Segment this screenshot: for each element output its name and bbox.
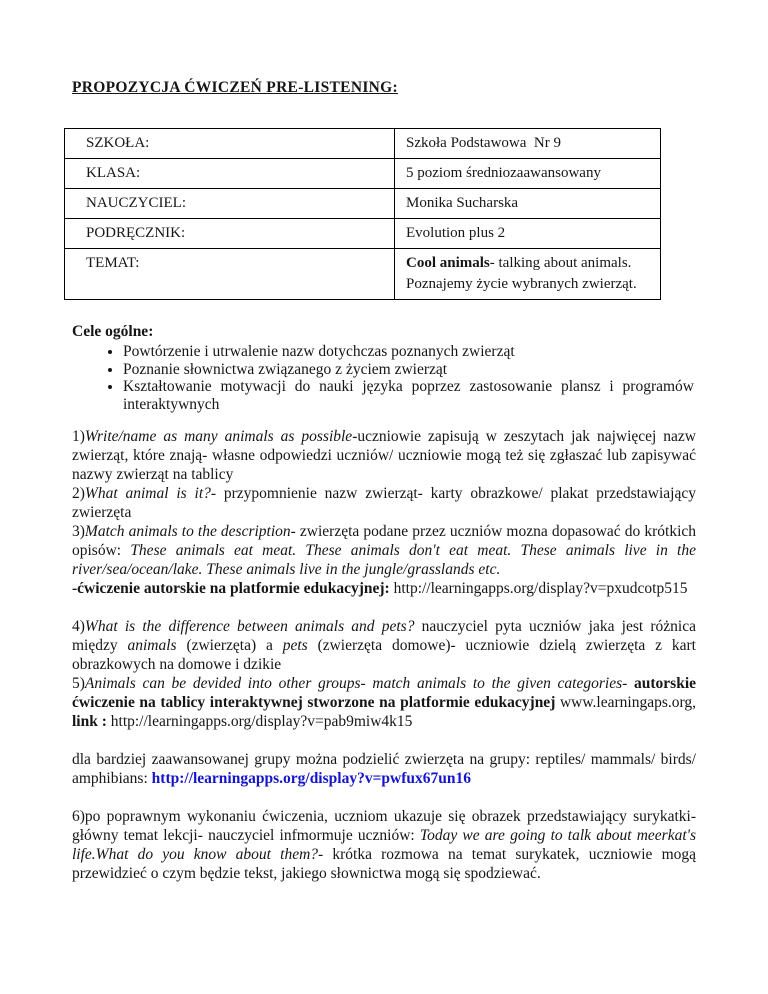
table-row bbox=[65, 219, 661, 249]
text-segment: 5 poziom średniozaawansowany bbox=[406, 165, 601, 181]
goals-section bbox=[72, 322, 696, 413]
text-segment: Match animals to the description bbox=[84, 523, 291, 540]
text-segment: 4) bbox=[72, 618, 85, 635]
paragraph-block bbox=[72, 807, 696, 883]
table-row-value bbox=[395, 189, 661, 219]
text-segment: -uczniowie zapisują w zeszytach jak najwięcej nazw zwierząt, które znają- własne odpowiedzi uczniów/ uczniowie mogą też się zgłaszać lub zapisywać nazwy zwierząt na tablicy bbox=[72, 428, 696, 483]
text-segment: pets bbox=[282, 637, 308, 654]
text-segment: 6)po poprawnym wykonaniu ćwiczenia, uczniom ukazuje się obrazek przedstawiający surykatki- główny temat lekcji- nauczyciel infmormuje uczniów: bbox=[72, 808, 696, 844]
text-segment: (zwierzęta) a bbox=[176, 637, 283, 654]
goal-item: • Kształtowanie motywacji do nauki języka poprzez zastosowanie plansz i programów interaktywnych bbox=[123, 378, 696, 413]
text-segment: Animals can be devided into other groups- match animals to the given categories bbox=[84, 675, 623, 692]
text-segment: These animals eat meat. These animals don't eat meat. These animals live in the river/sea/ocean/lake. These animals live in the jungle/grasslands etc. bbox=[72, 542, 696, 578]
table-row-value bbox=[395, 129, 661, 159]
paragraph bbox=[72, 522, 696, 579]
table-row bbox=[65, 129, 661, 159]
text-segment: 3) bbox=[72, 523, 85, 540]
table-row-label: PODRĘCZNIK: bbox=[65, 219, 395, 249]
text-segment: Write/name as many animals as possible bbox=[84, 428, 353, 445]
text-segment: krótka rozmowa na temat surykatek, uczniowie mogą przewidzieć o czym będzie tekst, jakiego słownictwa mogą się spodziewać. bbox=[72, 846, 696, 882]
text-segment: (zwierzęta domowe)- uczniowie dzielą zwierzęta z kart obrazkowych na domowe i dzikie bbox=[72, 637, 696, 673]
page-title: PROPOZYCJA ĆWICZEŃ PRE-LISTENING: bbox=[72, 79, 398, 96]
table-row-value bbox=[395, 219, 661, 249]
table-row bbox=[65, 249, 661, 300]
text-segment: Today we are going to talk about meerkat's life.What do you know about them?- bbox=[72, 827, 696, 863]
table-row-label: NAUCZYCIEL: bbox=[65, 189, 395, 219]
table-row bbox=[65, 189, 661, 219]
table-row bbox=[65, 159, 661, 189]
text-segment: - talking about animals. bbox=[489, 255, 632, 271]
paragraph-block bbox=[72, 427, 696, 598]
text-segment: Poznajemy życie wybranych zwierząt. bbox=[406, 276, 637, 292]
paragraph-block bbox=[72, 750, 696, 788]
paragraph bbox=[72, 427, 696, 484]
text-segment: przypomnienie nazw zwierząt- karty obrazkowe/ plakat przedstawiający zwierzęta bbox=[72, 485, 696, 521]
goal-item: • Poznanie słownictwa związanego z życiem zwierząt bbox=[123, 361, 696, 379]
table-row-label: KLASA: bbox=[65, 159, 395, 189]
lesson-info-table bbox=[64, 128, 661, 300]
text-segment: http://learningapps.org/display?v=pxudcotp515 bbox=[389, 580, 688, 597]
paragraph bbox=[72, 674, 696, 731]
paragraph bbox=[72, 617, 696, 674]
text-segment: Monika Sucharska bbox=[406, 195, 519, 211]
goal-item: • Powtórzenie i utrwalenie nazw dotychczas poznanych zwierząt bbox=[123, 343, 696, 361]
text-segment: - bbox=[622, 675, 634, 692]
paragraph bbox=[72, 807, 696, 883]
goals-list bbox=[72, 343, 696, 413]
paragraph bbox=[72, 484, 696, 522]
text-segment: Cool animals bbox=[406, 255, 490, 271]
text-segment: What animal is it?- bbox=[84, 485, 217, 502]
text-segment: - zwierzęta podane przez uczniów mozna dopasować do krótkich opisów: bbox=[72, 523, 696, 559]
text-segment: -ćwiczenie autorskie na platformie edukacyjnej: bbox=[72, 580, 390, 597]
paragraph bbox=[72, 750, 696, 788]
table-row-value bbox=[395, 159, 661, 189]
lesson-info-table-body bbox=[65, 129, 661, 300]
learningapps-link[interactable]: http://learningapps.org/display?v=pwfux67un16 bbox=[151, 770, 471, 787]
text-segment: autorskie ćwiczenie na tablicy interaktywnej stworzone na platformie edukacyjnej bbox=[72, 675, 696, 711]
table-row-label: SZKOŁA: bbox=[65, 129, 395, 159]
text-segment: link : bbox=[72, 713, 107, 730]
text-segment: animals bbox=[127, 637, 177, 654]
table-row-value bbox=[395, 249, 661, 300]
text-segment: www.learningaps.org, bbox=[555, 694, 696, 711]
goals-heading: Cele ogólne: bbox=[72, 323, 154, 340]
text-segment: Szkoła Podstawowa Nr 9 bbox=[406, 135, 561, 151]
text-segment: 2) bbox=[72, 485, 85, 502]
text-segment: nauczyciel pyta uczniów jaka jest różnica między bbox=[72, 618, 696, 654]
text-segment: Evolution plus 2 bbox=[406, 225, 506, 241]
text-segment: http://learningapps.org/display?v=pab9miw4k15 bbox=[106, 713, 413, 730]
paragraph bbox=[72, 579, 696, 598]
paragraph-block bbox=[72, 617, 696, 731]
table-row-label: TEMAT: bbox=[65, 249, 395, 300]
text-segment: dla bardziej zaawansowanej grupy można podzielić zwierzęta na grupy: reptiles/ mammals/ birds/ amphibians: bbox=[72, 751, 696, 787]
text-segment: What is the difference between animals and pets? bbox=[84, 618, 415, 635]
text-segment: 1) bbox=[72, 428, 85, 445]
text-segment: 5) bbox=[72, 675, 85, 692]
exercise-paragraphs bbox=[72, 427, 696, 883]
